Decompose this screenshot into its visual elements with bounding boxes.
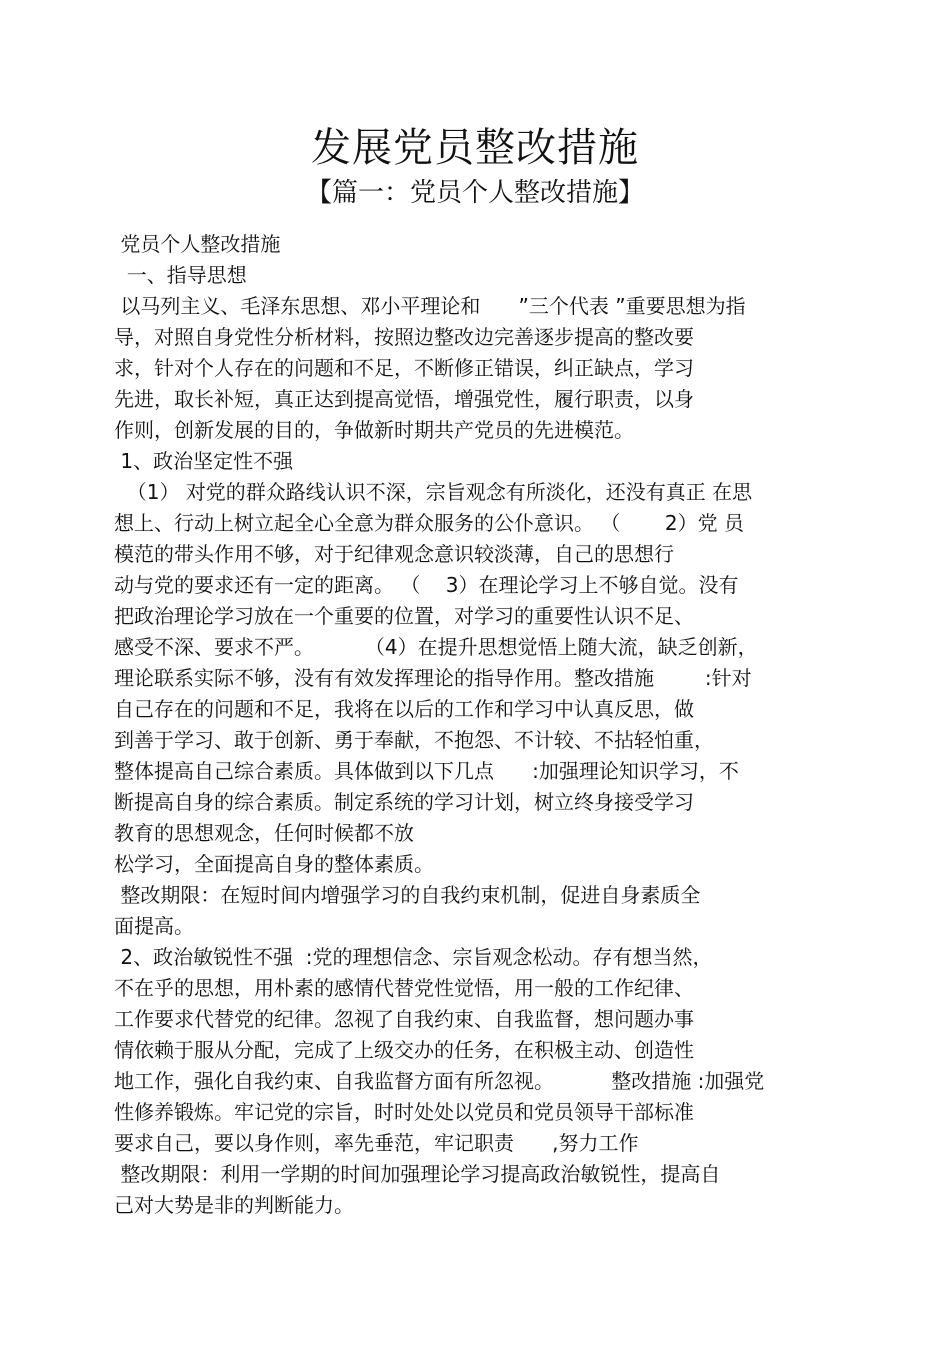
text-line: 要求自己，要以身作则，率先垂范，牢记职责 ,努力工作	[114, 1131, 639, 1155]
text-line: 面提高。	[114, 914, 194, 938]
text-line: 党员个人整改措施	[114, 232, 281, 256]
text-line: 己对大势是非的判断能力。	[114, 1193, 354, 1217]
document-body	[114, 229, 844, 1221]
text-line: 工作要求代替党的纪律。忽视了自我约束、自我监督，想问题办事	[114, 1007, 694, 1031]
text-line: 教育的思想观念，任何时候都不放	[114, 821, 414, 845]
text-line: 1、政治坚定性不强	[114, 449, 294, 473]
text-line: 动与党的要求还有一定的距离。 （ 3）在理论学习上不够自觉。没有	[114, 573, 739, 597]
text-line: 情依赖于服从分配，完成了上级交办的任务，在积极主动、创造性	[114, 1038, 694, 1062]
text-line: 理论联系实际不够，没有有效发挥理论的指导作用。整改措施 :针对	[114, 666, 752, 690]
text-line: 导，对照自身党性分析材料，按照边整改边完善逐步提高的整改要	[114, 325, 694, 349]
text-line: 一、指导思想	[114, 263, 247, 287]
text-line: 求，针对个人存在的问题和不足，不断修正错误，纠正缺点，学习	[114, 356, 694, 380]
text-line: 到善于学习、敢于创新、勇于奉献，不抱怨、不计较、不拈轻怕重，	[114, 728, 714, 752]
text-line: 自己存在的问题和不足，我将在以后的工作和学习中认真反思，做	[114, 697, 694, 721]
text-line: 整改期限：在短时间内增强学习的自我约束机制，促进自身素质全	[114, 883, 701, 907]
text-line: 整体提高自己综合素质。具体做到以下几点 :加强理论知识学习，不	[114, 759, 739, 783]
text-line: 感受不深、要求不严。 （4）在提升思想觉悟上随大流，缺乏创新，	[114, 635, 758, 659]
document-title: 发展党员整改措施	[311, 125, 639, 171]
text-line: 2、政治敏锐性不强 :党的理想信念、宗旨观念松动。存有想当然，	[114, 945, 713, 969]
text-line: 想上、行动上树立起全心全意为群众服务的公仆意识。 （ 2）党 员	[114, 511, 744, 535]
text-line: 松学习，全面提高自身的整体素质。	[114, 852, 434, 876]
text-line: 先进，取长补短，真正达到提高觉悟，增强党性，履行职责，以身	[114, 387, 694, 411]
document-subtitle: 【篇一：党员个人整改措施】	[305, 178, 644, 208]
text-line: （1） 对党的群众路线认识不深，宗旨观念有所淡化，还没有真正 在思	[114, 480, 753, 504]
text-line: 把政治理论学习放在一个重要的位置，对学习的重要性认识不足、	[114, 604, 694, 628]
text-line: 以马列主义、毛泽东思想、邓小平理论和 ”三个代表 ”重要思想为指	[114, 294, 746, 318]
text-line: 不在乎的思想，用朴素的感情代替党性觉悟，用一般的工作纪律、	[114, 976, 694, 1000]
text-line: 地工作，强化自我约束、自我监督方面有所忽视。 整改措施 :加强党	[114, 1069, 765, 1093]
text-line: 断提高自身的综合素质。制定系统的学习计划，树立终身接受学习	[114, 790, 694, 814]
text-line: 性修养锻炼。牢记党的宗旨，时时处处以党员和党员领导干部标准	[114, 1100, 694, 1124]
text-line: 模范的带头作用不够，对于纪律观念意识较淡薄，自己的思想行	[114, 542, 674, 566]
text-line: 作则，创新发展的目的，争做新时期共产党员的先进模范。	[114, 418, 634, 442]
text-line: 整改期限：利用一学期的时间加强理论学习提高政治敏锐性，提高自	[114, 1162, 721, 1186]
